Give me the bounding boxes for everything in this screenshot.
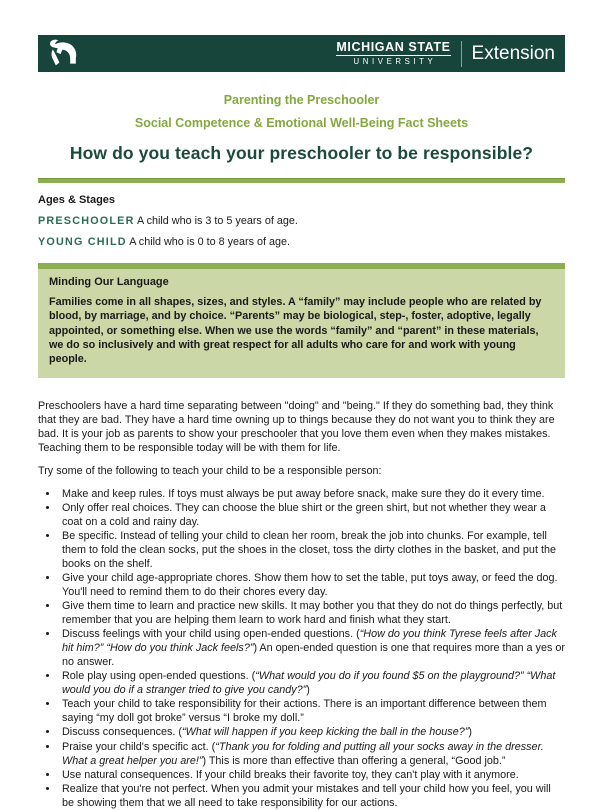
age-item-preschooler	[38, 215, 565, 227]
msu-spartan-helmet-icon	[43, 38, 83, 69]
age-definition: A child who is 0 to 8 years of age.	[129, 236, 291, 248]
minding-body: Families come in all shapes, sizes, and styles. A “family” may include people who are related by blood, by marriage, and by choice. “Parents” may be biological, step-, foster, adoptive, legally appointed, or something else. When we use the words “family” and “parent” in these materials, we do so inclusively and with great respect for all adults who care for and work with young people.	[49, 296, 542, 366]
minding-our-language-box	[38, 263, 565, 378]
page-title: How do you teach your preschooler to be responsible?	[69, 143, 534, 163]
age-definition: A child who is 3 to 5 years of age.	[137, 215, 298, 227]
ages-stages-section	[38, 194, 565, 248]
age-item-young-child	[38, 236, 565, 248]
series-title: Parenting the Preschooler	[223, 93, 380, 107]
minding-heading: Minding Our Language	[49, 276, 169, 288]
subseries-title: Social Competence & Emotional Well-Being Fact Sheets	[134, 116, 469, 130]
msu-wordmark-line1: MICHIGAN STATE	[336, 40, 451, 55]
list-item: • Role play using open-ended questions. (“What would you do if you found $5 on the playground?” “What would you do if a stranger tried to give you candy?”)	[59, 669, 565, 697]
age-term: YOUNG CHILD	[38, 236, 127, 248]
age-term: PRESCHOOLER	[38, 215, 135, 227]
list-item: • Praise your child's specific act. (“Thank you for folding and putting all your socks away in the dresser. What a great helper you are!”) This is more than effective than offering a general, “Good job.”	[59, 740, 565, 768]
header-divider	[461, 41, 462, 67]
ages-stages-heading: Ages & Stages	[38, 194, 116, 206]
msu-wordmark-line2: UNIVERSITY	[353, 57, 437, 67]
list-item: • Discuss consequences. (“What will happen if you keep kicking the ball in the house?”)	[59, 725, 565, 739]
list-item: • Make and keep rules. If toys must always be put away before snack, make sure they do it every time.	[59, 487, 565, 501]
list-item: • Use natural consequences. If your child breaks their favorite toy, they can't play with it anymore.	[59, 768, 565, 782]
intro-paragraph: Preschoolers have a hard time separating between "doing" and "being." If they do something bad, they think that they are bad. They have a hard time owning up to things because they do not want you to think they are bad. It is your job as parents to show your preschooler that you love them even when they makes mistakes. Teaching them to be responsible today will be with them for life.	[38, 399, 555, 454]
list-item: • Discuss feelings with your child using open-ended questions. (“How do you think Tyrese feels after Jack hit him?” “How do you think Jack feels?”) An open-ended question is one that requires more than a yes or no answer.	[59, 627, 565, 669]
list-item: • Give them time to learn and practice new skills. It may bother you that they do not do things perfectly, but remember that you are helping them learn to work hard and finish what they start.	[59, 599, 565, 627]
list-item: • Be specific. Instead of telling your child to clean her room, break the job into chunks. For example, tell them to fold the clean socks, put the shoes in the closet, toss the dirty clothes in the basket, and put the books on the shelf.	[59, 529, 565, 571]
lead-in-sentence: Try some of the following to teach your child to be a responsible person:	[38, 464, 382, 477]
section-divider-top	[38, 178, 565, 183]
msu-header-bar	[38, 35, 565, 72]
tips-list	[38, 487, 565, 810]
list-item: • Only offer real choices. They can choose the blue shirt or the green shirt, but not whether they wear a coat on a cold and rainy day.	[59, 501, 565, 529]
list-item: • Realize that you're not perfect. When you admit your mistakes and tell your child how you feel, you will be showing them that we all need to take responsibility for our actions.	[59, 782, 565, 810]
msu-wordmark	[336, 41, 450, 66]
list-item: • Give your child age-appropriate chores. Show them how to set the table, put toys away, or feed the dog. You'll need to remind them to do their chores every day.	[59, 571, 565, 599]
list-item: • Teach your child to take responsibility for their actions. There is an important difference between them saying “my doll got broke” versus “I broke my doll.”	[59, 697, 565, 725]
extension-label: Extension	[471, 42, 555, 64]
